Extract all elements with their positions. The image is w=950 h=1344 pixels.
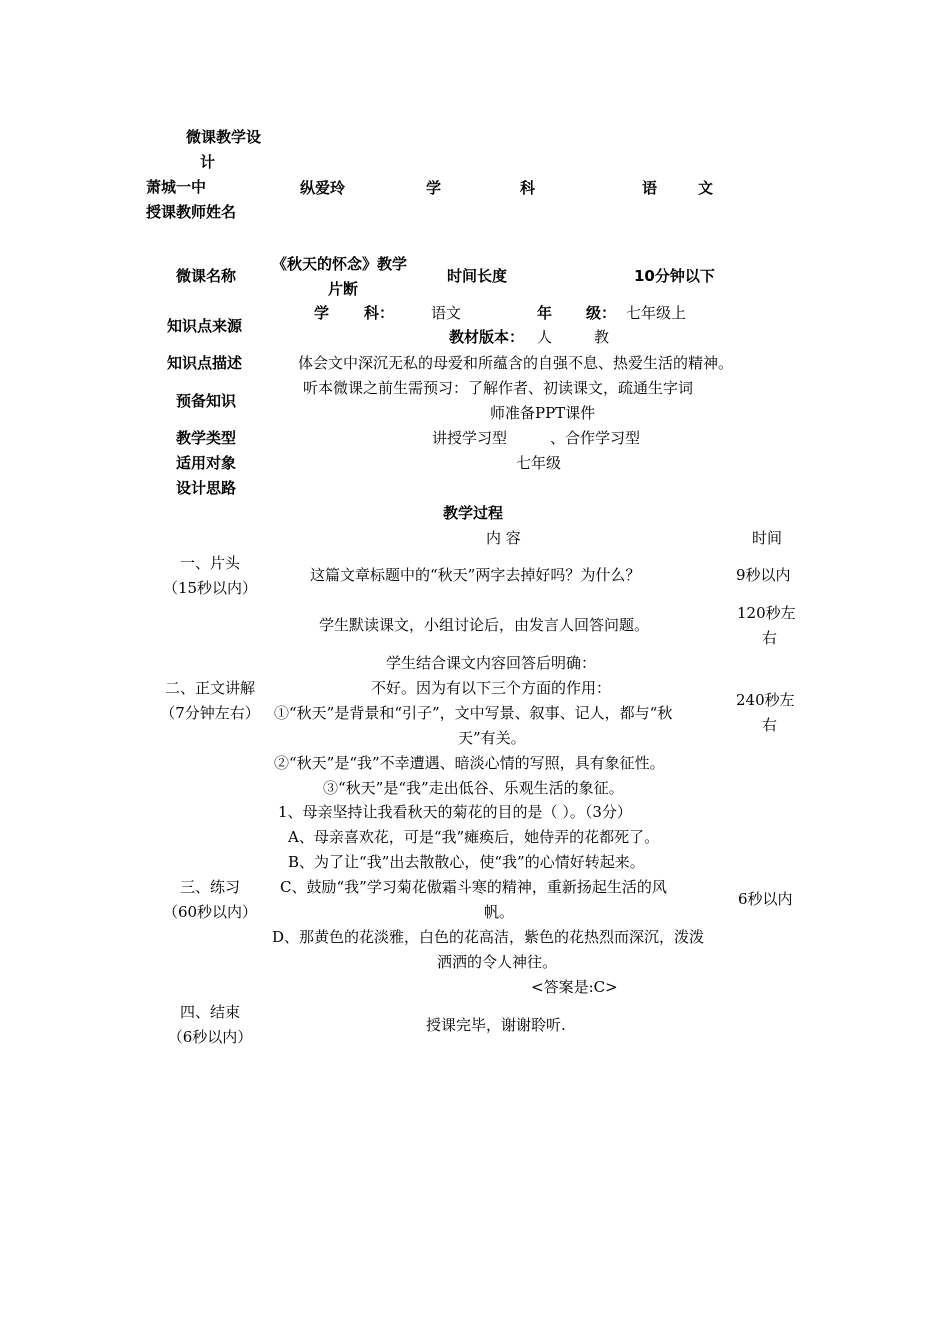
section-1-activity-time: 120秒左 (737, 604, 796, 622)
section-1-duration: （15秒以内） (162, 579, 258, 597)
section-1-activity-time-cont: 右 (762, 629, 778, 647)
subject-value: 语文 (431, 304, 462, 322)
section-2-line-3: ①“秋天”是背景和“引子”，文中写景、叙事、记人，都与“秋 (274, 704, 673, 722)
time-column-header: 时间 (752, 529, 783, 547)
section-4-duration: （6秒以内） (167, 1028, 253, 1046)
audience-label: 适用对象 (176, 454, 237, 472)
doc-title-cont: 计 (200, 153, 216, 171)
section-3-name: 三、练习 (179, 878, 240, 896)
duration-label: 时间长度 (447, 267, 508, 285)
grade-label-b: 级： (586, 304, 617, 322)
edition-value-a: 人 (537, 328, 553, 346)
knowledge-desc-label: 知识点描述 (167, 354, 243, 372)
teaching-type-value-a: 讲授学习型 (432, 429, 508, 447)
section-2-time: 240秒左 (736, 691, 795, 709)
grade-label-a: 年 (537, 304, 553, 322)
design-idea-label: 设计思路 (176, 479, 237, 497)
process-title: 教学过程 (443, 504, 504, 522)
subject-label-a: 学 (314, 304, 330, 322)
audience-value: 七年级 (516, 454, 562, 472)
teaching-type-label: 教学类型 (176, 429, 237, 447)
section-1-question: 这篇文章标题中的“秋天”两字去掉好吗？为什么？ (310, 566, 641, 584)
section-2-line-6: ③“秋天”是“我”走出低谷、乐观生活的象征。 (323, 779, 624, 797)
section-1-name: 一、片头 (179, 554, 240, 572)
exercise-option-d-cont: 洒洒的令人神往。 (437, 953, 558, 971)
subject-label-char1: 学 (426, 179, 442, 197)
subject-value-char1: 语 (642, 179, 658, 197)
section-2-duration: （7分钟左右） (160, 704, 260, 722)
subject-label-char2: 科 (520, 179, 536, 197)
section-4-name: 四、结束 (179, 1003, 240, 1021)
prep-knowledge-value: 师准备PPT课件 (490, 404, 596, 422)
section-2-line-2: 不好。因为有以下三个方面的作用： (371, 679, 612, 697)
edition-label: 教材版本： (449, 328, 525, 346)
doc-title: 微课教学设 (186, 128, 262, 146)
school-name: 萧城一中 (146, 178, 207, 196)
section-3-duration: （60秒以内） (162, 903, 258, 921)
course-name-line1: 《秋天的怀念》教学 (272, 255, 408, 273)
prep-knowledge-label: 预备知识 (176, 392, 237, 410)
exercise-option-b: B、为了让“我”出去散散心，使“我”的心情好转起来。 (288, 853, 645, 871)
course-name-line2: 片断 (328, 280, 359, 298)
duration-value: 10分钟以下 (634, 267, 715, 285)
exercise-option-c-cont: 帆。 (484, 903, 515, 921)
section-2-time-cont: 右 (762, 716, 778, 734)
section-1-question-time: 9秒以内 (736, 566, 791, 584)
teaching-type-value-b: 、合作学习型 (550, 429, 641, 447)
knowledge-source-label: 知识点来源 (167, 317, 243, 335)
exercise-option-d: D、那黄色的花淡雅，白色的花高洁，紫色的花热烈而深沉，泼泼 (272, 928, 705, 946)
section-2-line-4: 天”有关。 (458, 729, 526, 747)
edition-value-b: 教 (594, 328, 610, 346)
section-3-time: 6秒以内 (738, 890, 793, 908)
teacher-name: 纵爱玲 (300, 179, 346, 197)
section-2-line-5: ②“秋天”是“我”不幸遭遇、暗淡心情的写照，具有象征性。 (274, 754, 665, 772)
section-2-name: 二、正文讲解 (164, 679, 255, 697)
content-column-header: 内 容 (486, 529, 521, 547)
section-2-line-1: 学生结合课文内容回答后明确： (386, 654, 597, 672)
knowledge-desc-value: 体会文中深沉无私的母爱和所蕴含的自强不息、热爱生活的精神。 (298, 354, 734, 372)
section-1-activity: 学生默读课文，小组讨论后，由发言人回答问题。 (319, 616, 650, 634)
course-name-label: 微课名称 (176, 267, 237, 285)
preview-requirement: 听本微课之前生需预习：了解作者、初读课文，疏通生字词 (303, 379, 694, 397)
closing-text: 授课完毕，谢谢聆听. (426, 1016, 566, 1034)
exercise-option-a: A、母亲喜欢花，可是“我”瘫痪后，她侍弄的花都死了。 (288, 828, 660, 846)
grade-value: 七年级上 (626, 304, 687, 322)
subject-value-char2: 文 (698, 179, 714, 197)
teacher-label: 授课教师姓名 (146, 203, 237, 221)
exercise-answer: <答案是:C> (531, 978, 618, 996)
subject-label-b: 科： (364, 304, 395, 322)
exercise-option-c: C、鼓励“我”学习菊花傲霜斗寒的精神，重新扬起生活的风 (280, 878, 667, 896)
exercise-question: 1、母亲坚持让我看秋天的菊花的目的是（ ）。（3分） (278, 803, 632, 821)
